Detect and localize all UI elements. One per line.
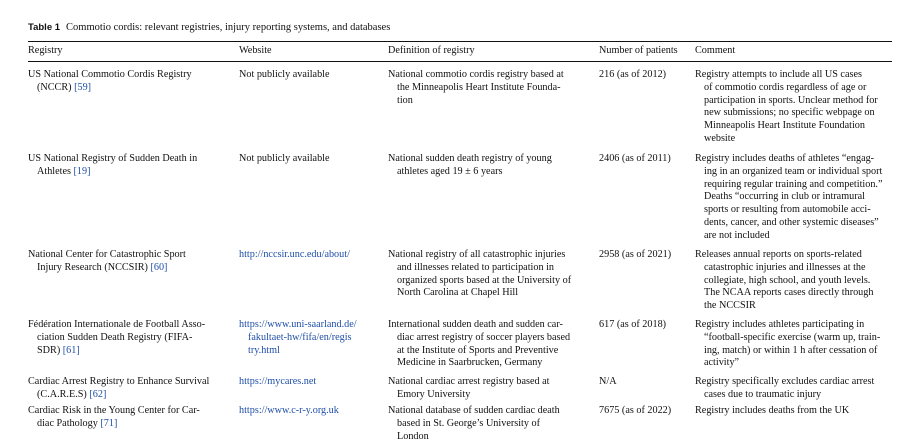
- row-1-registry: US National Commotio Cordis Registry (NCCR) [59]: [28, 69, 192, 93]
- row-1-website: Not publicly available: [239, 69, 330, 80]
- row-4-definition: International sudden death and sudden car- diac arrest registry of soccer players based at the Institute of Sports and Preventive Medicine in Saarbrucken, Germany: [388, 319, 571, 369]
- row-2-registry: US National Registry of Sudden Death in Athletes [19]: [28, 153, 198, 177]
- header-registry: Registry: [28, 45, 63, 56]
- header-number-of-patients: Number of patients: [599, 45, 678, 56]
- citation-link[interactable]: [59]: [74, 81, 92, 93]
- row-2-comment: Registry includes deaths of athletes “engag- ing in an organized team or individual sport requiring regular training and competition.” Deaths “occurring in club or intramural sports or resulting from automobile acci- dents, cancer, and other systemic diseases” are not included: [695, 153, 883, 241]
- row-2-definition: National sudden death registry of young athletes aged 19 ± 6 years: [388, 153, 552, 177]
- row-5-registry: Cardiac Arrest Registry to Enhance Survival (C.A.R.E.S) [62]: [28, 376, 210, 400]
- row-6-comment: Registry includes deaths from the UK: [695, 405, 850, 416]
- row-2-patients: 2406 (as of 2011): [599, 153, 671, 164]
- table-label: Table 1: [28, 22, 61, 33]
- caption-text: Commotio cordis: relevant registries, injury reporting systems, and databases: [66, 22, 391, 33]
- citation-link[interactable]: [60]: [150, 261, 168, 273]
- row-3-comment: Releases annual reports on sports-related catastrophic injuries and illnesses at the collegiate, high school, and youth levels. The NCAA reports cases directly through the NCCSIR: [695, 249, 874, 312]
- row-6-patients: 7675 (as of 2022): [599, 405, 672, 416]
- table-caption: [28, 22, 390, 33]
- row-2-website: Not publicly available: [239, 153, 330, 164]
- row-5-comment: Registry specifically excludes cardiac arrest cases due to traumatic injury: [695, 376, 875, 400]
- row-3-definition: National registry of all catastrophic injuries and illnesses related to participation in organized sports based at the University of North Carolina at Chapel Hill: [388, 249, 572, 299]
- citation-link[interactable]: [61]: [62, 344, 80, 356]
- citation-link[interactable]: [71]: [100, 417, 118, 429]
- row-6-definition: National database of sudden cardiac death based in St. George’s University of London: [388, 405, 560, 442]
- row-3-registry: National Center for Catastrophic Sport Injury Research (NCCSIR) [60]: [28, 249, 186, 273]
- row-4-website-link[interactable]: https://www.uni-saarland.de/ fakultaet-hw/fifa/en/regis try.html: [239, 319, 357, 356]
- row-1-patients: 216 (as of 2012): [599, 69, 667, 80]
- row-1-definition: National commotio cordis registry based at the Minneapolis Heart Institute Founda- tion: [388, 69, 564, 106]
- header-rule: [28, 61, 892, 62]
- top-rule: [28, 41, 892, 42]
- row-1-comment: Registry attempts to include all US cases of commotio cordis regardless of age or participation in sports. Unclear method for new submissions; no specific webpage on Minneapolis Heart Institute Foundation website: [695, 69, 878, 144]
- citation-link[interactable]: [62]: [89, 388, 107, 400]
- row-3-patients: 2958 (as of 2021): [599, 249, 672, 260]
- row-5-definition: National cardiac arrest registry based at Emory University: [388, 376, 550, 400]
- row-5-website-link[interactable]: https://mycares.net: [239, 376, 317, 387]
- header-comment: Comment: [695, 45, 736, 56]
- row-5-patients: N/A: [599, 376, 617, 387]
- citation-link[interactable]: [19]: [73, 165, 91, 177]
- row-6-website-link[interactable]: https://www.c-r-y.org.uk: [239, 405, 339, 416]
- header-website: Website: [239, 45, 272, 56]
- row-4-comment: Registry includes athletes participating in “football-specific exercise (warm up, train- ing, match) or within 1 h after cessation of activity”: [695, 319, 881, 369]
- row-3-website-link[interactable]: http://nccsir.unc.edu/about/: [239, 249, 350, 260]
- header-definition: Definition of registry: [388, 45, 475, 56]
- row-4-patients: 617 (as of 2018): [599, 319, 667, 330]
- row-4-registry: Fédération Internationale de Football Asso- ciation Sudden Death Registry (FIFA- SDR) [61]: [28, 319, 206, 356]
- row-6-registry: Cardiac Risk in the Young Center for Car- diac Pathology [71]: [28, 405, 200, 429]
